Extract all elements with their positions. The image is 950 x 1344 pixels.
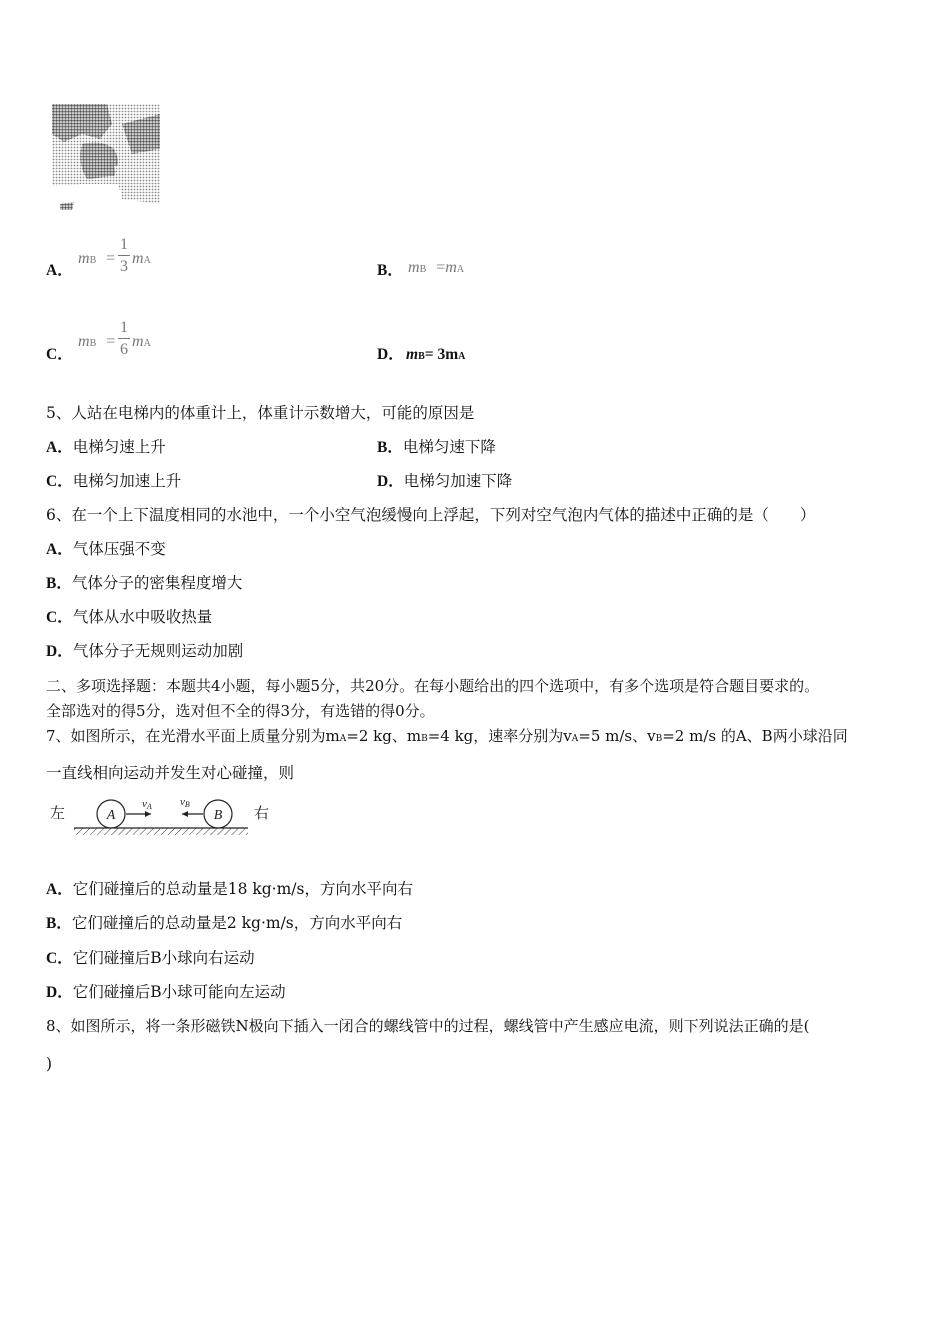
question-7-stem: 7、如图所示，在光滑水平面上质量分别为mA=2 kg、mB=4 kg，速率分别为vA=5 m/s、vB=2 m/s 的A、B两小球沿同 xyxy=(46,727,848,745)
option-label: A． xyxy=(46,262,73,279)
velocity-a-label: vA xyxy=(142,798,152,811)
option: B．气体分子的密集程度增大 xyxy=(46,574,243,592)
question-5-stem: 5、人站在电梯内的体重计上，体重计示数增大，可能的原因是 xyxy=(46,404,475,422)
option: A．电梯匀速上升 xyxy=(46,438,166,456)
velocity-b-label: vB xyxy=(180,796,190,809)
option: D．电梯匀加速下降 xyxy=(377,472,513,490)
section-2-note: 全部选对的得5分，选对但不全的得3分，有选错的得0分。 xyxy=(46,702,435,720)
option: C．它们碰撞后B小球向右运动 xyxy=(46,949,255,967)
arrow-a-head xyxy=(145,811,151,817)
option-label: D． xyxy=(377,346,404,363)
option: C．气体从水中吸收热量 xyxy=(46,608,213,626)
left-label: 左 xyxy=(50,804,66,822)
formula-a-rhs: mA xyxy=(132,250,151,267)
ball-a-label: A xyxy=(106,808,116,823)
option-label: C． xyxy=(46,346,73,363)
option: C．电梯匀加速上升 xyxy=(46,472,182,490)
section-2-header: 二、多项选择题：本题共4小题，每小题5分，共20分。在每小题给出的四个选项中，有多个选项是符合题目要求的。 xyxy=(46,677,820,695)
question-8-stem-end: ) xyxy=(46,1055,53,1073)
formula-c-rhs: mA xyxy=(132,333,151,350)
formula-c: mB = xyxy=(78,333,116,350)
collision-diagram xyxy=(46,794,286,842)
fraction-c: 1 6 xyxy=(120,319,128,358)
option: B．电梯匀速下降 xyxy=(377,438,496,456)
option: D．它们碰撞后B小球可能向左运动 xyxy=(46,983,286,1001)
formula-b: mB =mA xyxy=(408,259,465,276)
right-label: 右 xyxy=(254,804,270,822)
ground-hatch xyxy=(74,828,248,835)
question-7-stem-line2: 一直线相向运动并发生对心碰撞，则 xyxy=(46,764,295,782)
option: A．气体压强不变 xyxy=(46,540,166,558)
formula-a: mB = xyxy=(78,250,116,267)
question-6-stem: 6、在一个上下温度相同的水池中，一个小空气泡缓慢向上浮起，下列对空气泡内气体的描述中正确的是（ ） xyxy=(46,506,816,524)
question-photo xyxy=(52,104,160,212)
fraction-a: 1 3 xyxy=(120,236,128,275)
formula-d: mB= 3mA xyxy=(406,346,466,363)
option-label: B． xyxy=(377,262,403,279)
question-8-stem: 8、如图所示，将一条形磁铁N极向下插入一闭合的螺线管中的过程，螺线管中产生感应电流，则下列说法正确的是( xyxy=(46,1017,810,1035)
option: A．它们碰撞后的总动量是18 kg·m/s，方向水平向右 xyxy=(46,880,413,898)
ball-b-label: B xyxy=(213,808,223,823)
option: B．它们碰撞后的总动量是2 kg·m/s，方向水平向右 xyxy=(46,914,403,932)
arrow-b-head xyxy=(182,811,188,817)
option: D．气体分子无规则运动加剧 xyxy=(46,642,244,660)
